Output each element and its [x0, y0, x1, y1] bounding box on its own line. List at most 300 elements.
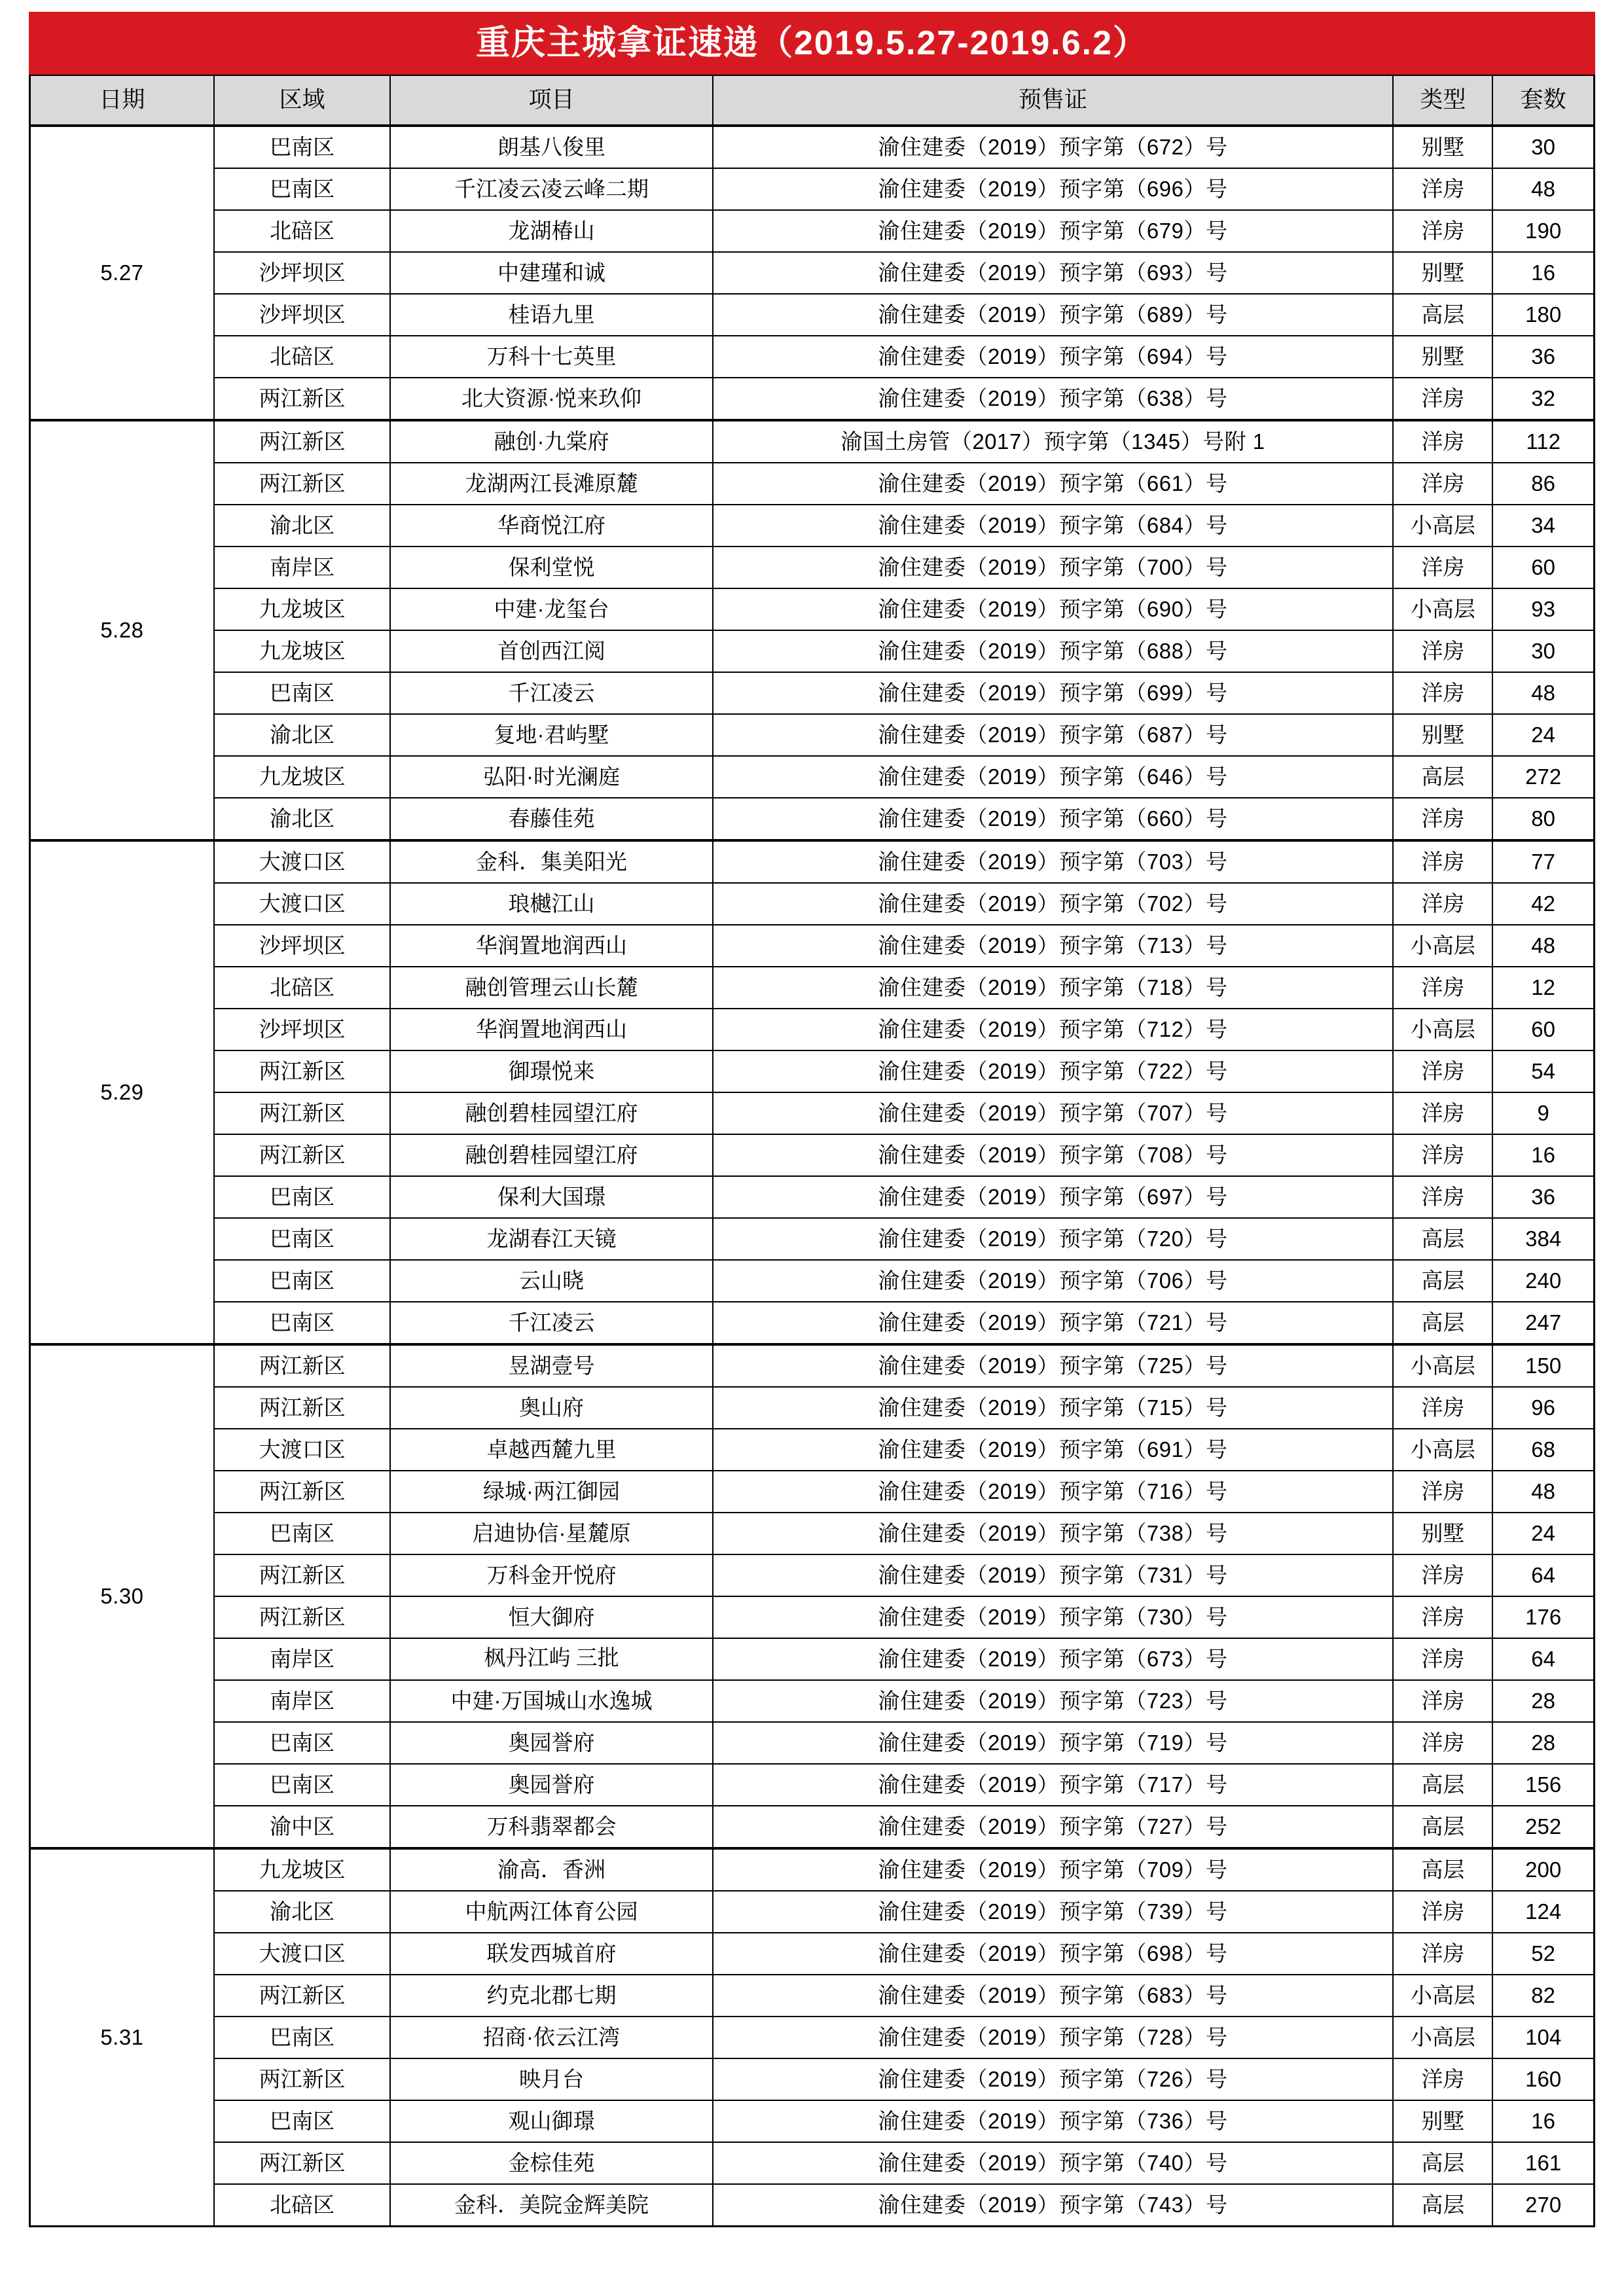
project-cell: 千江凌云 [390, 672, 712, 714]
project-cell: 万科十七英里 [390, 336, 712, 378]
certificate-cell: 渝住建委（2019）预字第（694）号 [713, 336, 1394, 378]
type-cell: 小高层 [1393, 2017, 1492, 2058]
area-cell: 大渡口区 [214, 840, 391, 883]
type-cell: 高层 [1393, 1764, 1492, 1806]
type-cell: 高层 [1393, 2142, 1492, 2184]
table-row [30, 714, 1595, 756]
count-cell: 16 [1492, 2100, 1594, 2142]
area-cell: 沙坪坝区 [214, 925, 391, 967]
type-cell: 高层 [1393, 1848, 1492, 1891]
certificate-cell: 渝住建委（2019）预字第（727）号 [713, 1806, 1394, 1848]
project-cell: 金科．美院金辉美院 [390, 2184, 712, 2227]
certificate-cell: 渝住建委（2019）预字第（721）号 [713, 1302, 1394, 1344]
count-cell: 190 [1492, 210, 1594, 252]
count-cell: 9 [1492, 1092, 1594, 1134]
type-cell: 洋房 [1393, 1134, 1492, 1176]
table-row [30, 1344, 1595, 1387]
certificate-cell: 渝住建委（2019）预字第（728）号 [713, 2017, 1394, 2058]
count-cell: 384 [1492, 1218, 1594, 1260]
table-row [30, 168, 1595, 210]
table-row [30, 1680, 1595, 1722]
table-row [30, 1975, 1595, 2017]
count-cell: 112 [1492, 420, 1594, 463]
area-cell: 大渡口区 [214, 1429, 391, 1471]
table-row [30, 1302, 1595, 1344]
count-cell: 150 [1492, 1344, 1594, 1387]
area-cell: 两江新区 [214, 463, 391, 505]
project-cell: 华商悦江府 [390, 505, 712, 547]
type-cell: 洋房 [1393, 1471, 1492, 1513]
certificate-cell: 渝住建委（2019）预字第（743）号 [713, 2184, 1394, 2227]
project-cell: 朗基八俊里 [390, 126, 712, 168]
count-cell: 96 [1492, 1387, 1594, 1429]
table-row [30, 1009, 1595, 1050]
table-row [30, 2184, 1595, 2227]
certificate-cell: 渝住建委（2019）预字第（660）号 [713, 798, 1394, 840]
table-row [30, 798, 1595, 840]
project-cell: 中建·万国城山水逸城 [390, 1680, 712, 1722]
type-cell: 洋房 [1393, 630, 1492, 672]
count-cell: 124 [1492, 1891, 1594, 1933]
column-header-cert: 预售证 [713, 75, 1394, 126]
project-cell: 弘阳·时光澜庭 [390, 756, 712, 798]
certificate-cell: 渝住建委（2019）预字第（673）号 [713, 1638, 1394, 1680]
column-header-type: 类型 [1393, 75, 1492, 126]
count-cell: 161 [1492, 2142, 1594, 2184]
count-cell: 180 [1492, 294, 1594, 336]
certificate-cell: 渝住建委（2019）预字第（702）号 [713, 883, 1394, 925]
count-cell: 272 [1492, 756, 1594, 798]
type-cell: 小高层 [1393, 925, 1492, 967]
type-cell: 洋房 [1393, 1387, 1492, 1429]
table-header [30, 75, 1595, 126]
area-cell: 渝北区 [214, 798, 391, 840]
certificate-cell: 渝住建委（2019）预字第（736）号 [713, 2100, 1394, 2142]
area-cell: 渝中区 [214, 1806, 391, 1848]
certificate-cell: 渝住建委（2019）预字第（683）号 [713, 1975, 1394, 2017]
area-cell: 两江新区 [214, 1554, 391, 1596]
count-cell: 48 [1492, 1471, 1594, 1513]
certificate-cell: 渝住建委（2019）预字第（712）号 [713, 1009, 1394, 1050]
count-cell: 16 [1492, 252, 1594, 294]
type-cell: 洋房 [1393, 1596, 1492, 1638]
date-group-cell: 5.30 [30, 1344, 214, 1848]
area-cell: 两江新区 [214, 2142, 391, 2184]
type-cell: 洋房 [1393, 840, 1492, 883]
table-row [30, 1933, 1595, 1975]
table-row [30, 1848, 1595, 1891]
area-cell: 北碚区 [214, 210, 391, 252]
certificate-cell: 渝住建委（2019）预字第（730）号 [713, 1596, 1394, 1638]
certificate-cell: 渝住建委（2019）预字第（713）号 [713, 925, 1394, 967]
count-cell: 52 [1492, 1933, 1594, 1975]
certificate-cell: 渝住建委（2019）预字第（638）号 [713, 378, 1394, 420]
count-cell: 42 [1492, 883, 1594, 925]
count-cell: 240 [1492, 1260, 1594, 1302]
table-body [30, 126, 1595, 2227]
title-banner [29, 12, 1595, 75]
table-row [30, 2142, 1595, 2184]
certificate-cell: 渝住建委（2019）预字第（691）号 [713, 1429, 1394, 1471]
column-header-count: 套数 [1492, 75, 1594, 126]
table-row [30, 1387, 1595, 1429]
project-cell: 华润置地润西山 [390, 1009, 712, 1050]
column-header-area: 区域 [214, 75, 391, 126]
area-cell: 两江新区 [214, 2058, 391, 2100]
project-cell: 融创·九棠府 [390, 420, 712, 463]
type-cell: 高层 [1393, 756, 1492, 798]
type-cell: 小高层 [1393, 1975, 1492, 2017]
count-cell: 93 [1492, 588, 1594, 630]
project-cell: 绿城·两江御园 [390, 1471, 712, 1513]
area-cell: 两江新区 [214, 1596, 391, 1638]
table-row [30, 1471, 1595, 1513]
table-row [30, 756, 1595, 798]
project-cell: 融创碧桂园望江府 [390, 1134, 712, 1176]
count-cell: 156 [1492, 1764, 1594, 1806]
area-cell: 巴南区 [214, 672, 391, 714]
table-row [30, 588, 1595, 630]
table-row [30, 1764, 1595, 1806]
type-cell: 洋房 [1393, 547, 1492, 588]
type-cell: 洋房 [1393, 1680, 1492, 1722]
type-cell: 洋房 [1393, 420, 1492, 463]
area-cell: 两江新区 [214, 420, 391, 463]
count-cell: 270 [1492, 2184, 1594, 2227]
count-cell: 48 [1492, 168, 1594, 210]
certificate-cell: 渝住建委（2019）预字第（722）号 [713, 1050, 1394, 1092]
project-cell: 奥园誉府 [390, 1722, 712, 1764]
count-cell: 24 [1492, 1513, 1594, 1554]
type-cell: 洋房 [1393, 378, 1492, 420]
project-cell: 映月台 [390, 2058, 712, 2100]
certificate-cell: 渝住建委（2019）预字第（690）号 [713, 588, 1394, 630]
table-row [30, 252, 1595, 294]
type-cell: 洋房 [1393, 1638, 1492, 1680]
certificate-cell: 渝住建委（2019）预字第（706）号 [713, 1260, 1394, 1302]
area-cell: 渝北区 [214, 505, 391, 547]
count-cell: 68 [1492, 1429, 1594, 1471]
project-cell: 保利堂悦 [390, 547, 712, 588]
project-cell: 保利大国璟 [390, 1176, 712, 1218]
project-cell: 中航两江体育公园 [390, 1891, 712, 1933]
certificate-cell: 渝住建委（2019）预字第（693）号 [713, 252, 1394, 294]
project-cell: 千江凌云凌云峰二期 [390, 168, 712, 210]
area-cell: 巴南区 [214, 126, 391, 168]
certificate-cell: 渝住建委（2019）预字第（726）号 [713, 2058, 1394, 2100]
area-cell: 巴南区 [214, 1764, 391, 1806]
type-cell: 高层 [1393, 1218, 1492, 1260]
project-cell: 昱湖壹号 [390, 1344, 712, 1387]
table-row [30, 2100, 1595, 2142]
project-cell: 华润置地润西山 [390, 925, 712, 967]
project-cell: 桂语九里 [390, 294, 712, 336]
date-group-cell: 5.31 [30, 1848, 214, 2227]
certificate-cell: 渝住建委（2019）预字第（684）号 [713, 505, 1394, 547]
presale-certificate-table [29, 75, 1595, 2227]
certificate-cell: 渝住建委（2019）预字第（723）号 [713, 1680, 1394, 1722]
certificate-cell: 渝住建委（2019）预字第（696）号 [713, 168, 1394, 210]
count-cell: 60 [1492, 1009, 1594, 1050]
table-row [30, 1513, 1595, 1554]
area-cell: 两江新区 [214, 378, 391, 420]
area-cell: 巴南区 [214, 1176, 391, 1218]
table-row [30, 1092, 1595, 1134]
area-cell: 南岸区 [214, 547, 391, 588]
project-cell: 春藤佳苑 [390, 798, 712, 840]
table-row [30, 547, 1595, 588]
type-cell: 洋房 [1393, 883, 1492, 925]
certificate-cell: 渝住建委（2019）预字第（699）号 [713, 672, 1394, 714]
project-cell: 启迪协信·星麓原 [390, 1513, 712, 1554]
certificate-cell: 渝住建委（2019）预字第（719）号 [713, 1722, 1394, 1764]
area-cell: 巴南区 [214, 1722, 391, 1764]
count-cell: 16 [1492, 1134, 1594, 1176]
table-row [30, 672, 1595, 714]
table-row [30, 840, 1595, 883]
project-cell: 金科．集美阳光 [390, 840, 712, 883]
type-cell: 高层 [1393, 1260, 1492, 1302]
type-cell: 小高层 [1393, 505, 1492, 547]
column-header-project: 项目 [390, 75, 712, 126]
count-cell: 32 [1492, 378, 1594, 420]
certificate-cell: 渝住建委（2019）预字第（708）号 [713, 1134, 1394, 1176]
project-cell: 龙湖两江長滩原麓 [390, 463, 712, 505]
project-cell: 约克北郡七期 [390, 1975, 712, 2017]
count-cell: 54 [1492, 1050, 1594, 1092]
project-cell: 首创西江阅 [390, 630, 712, 672]
table-row [30, 420, 1595, 463]
certificate-cell: 渝住建委（2019）预字第（715）号 [713, 1387, 1394, 1429]
table-row [30, 1176, 1595, 1218]
table-row [30, 1429, 1595, 1471]
table-row [30, 463, 1595, 505]
area-cell: 巴南区 [214, 1513, 391, 1554]
column-header-date: 日期 [30, 75, 214, 126]
project-cell: 奥山府 [390, 1387, 712, 1429]
project-cell: 御璟悦来 [390, 1050, 712, 1092]
area-cell: 大渡口区 [214, 883, 391, 925]
type-cell: 洋房 [1393, 1050, 1492, 1092]
type-cell: 别墅 [1393, 1513, 1492, 1554]
count-cell: 77 [1492, 840, 1594, 883]
area-cell: 沙坪坝区 [214, 1009, 391, 1050]
table-row [30, 883, 1595, 925]
project-cell: 万科翡翠都会 [390, 1806, 712, 1848]
certificate-cell: 渝住建委（2019）预字第（646）号 [713, 756, 1394, 798]
project-cell: 万科金开悦府 [390, 1554, 712, 1596]
count-cell: 48 [1492, 672, 1594, 714]
table-row [30, 1596, 1595, 1638]
certificate-cell: 渝住建委（2019）预字第（717）号 [713, 1764, 1394, 1806]
count-cell: 28 [1492, 1722, 1594, 1764]
count-cell: 28 [1492, 1680, 1594, 1722]
table-row [30, 1722, 1595, 1764]
area-cell: 九龙坡区 [214, 1848, 391, 1891]
project-cell: 复地·君屿墅 [390, 714, 712, 756]
table-row [30, 336, 1595, 378]
area-cell: 巴南区 [214, 2100, 391, 2142]
area-cell: 巴南区 [214, 1260, 391, 1302]
area-cell: 南岸区 [214, 1638, 391, 1680]
area-cell: 巴南区 [214, 1218, 391, 1260]
count-cell: 64 [1492, 1554, 1594, 1596]
count-cell: 252 [1492, 1806, 1594, 1848]
date-group-cell: 5.28 [30, 420, 214, 840]
type-cell: 别墅 [1393, 126, 1492, 168]
count-cell: 60 [1492, 547, 1594, 588]
project-cell: 北大资源·悦来玖仰 [390, 378, 712, 420]
certificate-cell: 渝国土房管（2017）预字第（1345）号附 1 [713, 420, 1394, 463]
table-row [30, 2058, 1595, 2100]
table-row [30, 294, 1595, 336]
project-cell: 金棕佳苑 [390, 2142, 712, 2184]
project-cell: 中建瑾和诚 [390, 252, 712, 294]
project-cell: 观山御璟 [390, 2100, 712, 2142]
type-cell: 别墅 [1393, 714, 1492, 756]
table-row [30, 1260, 1595, 1302]
area-cell: 沙坪坝区 [214, 252, 391, 294]
area-cell: 南岸区 [214, 1680, 391, 1722]
type-cell: 高层 [1393, 1302, 1492, 1344]
count-cell: 36 [1492, 1176, 1594, 1218]
table-row [30, 630, 1595, 672]
project-cell: 枫丹江屿 三批 [390, 1638, 712, 1680]
table-row [30, 2017, 1595, 2058]
area-cell: 九龙坡区 [214, 756, 391, 798]
type-cell: 洋房 [1393, 1554, 1492, 1596]
type-cell: 洋房 [1393, 1891, 1492, 1933]
project-cell: 千江凌云 [390, 1302, 712, 1344]
project-cell: 联发西城首府 [390, 1933, 712, 1975]
certificate-cell: 渝住建委（2019）预字第（725）号 [713, 1344, 1394, 1387]
table-row [30, 1638, 1595, 1680]
type-cell: 高层 [1393, 1806, 1492, 1848]
certificate-cell: 渝住建委（2019）预字第（687）号 [713, 714, 1394, 756]
type-cell: 小高层 [1393, 1344, 1492, 1387]
table-row [30, 1806, 1595, 1848]
area-cell: 沙坪坝区 [214, 294, 391, 336]
area-cell: 巴南区 [214, 1302, 391, 1344]
count-cell: 82 [1492, 1975, 1594, 2017]
count-cell: 86 [1492, 463, 1594, 505]
certificate-cell: 渝住建委（2019）预字第（672）号 [713, 126, 1394, 168]
type-cell: 洋房 [1393, 210, 1492, 252]
table-row [30, 1218, 1595, 1260]
date-group-cell: 5.27 [30, 126, 214, 420]
type-cell: 别墅 [1393, 2100, 1492, 2142]
type-cell: 洋房 [1393, 1722, 1492, 1764]
count-cell: 48 [1492, 925, 1594, 967]
count-cell: 200 [1492, 1848, 1594, 1891]
table-row [30, 126, 1595, 168]
area-cell: 北碚区 [214, 2184, 391, 2227]
table-row [30, 1050, 1595, 1092]
certificate-cell: 渝住建委（2019）预字第（709）号 [713, 1848, 1394, 1891]
type-cell: 小高层 [1393, 1009, 1492, 1050]
type-cell: 小高层 [1393, 1429, 1492, 1471]
area-cell: 北碚区 [214, 336, 391, 378]
project-cell: 奥园誉府 [390, 1764, 712, 1806]
type-cell: 高层 [1393, 294, 1492, 336]
area-cell: 两江新区 [214, 1975, 391, 2017]
count-cell: 34 [1492, 505, 1594, 547]
certificate-cell: 渝住建委（2019）预字第（700）号 [713, 547, 1394, 588]
table-row [30, 210, 1595, 252]
table-row [30, 967, 1595, 1009]
type-cell: 洋房 [1393, 672, 1492, 714]
count-cell: 80 [1492, 798, 1594, 840]
table-row [30, 1554, 1595, 1596]
table-row [30, 1891, 1595, 1933]
count-cell: 247 [1492, 1302, 1594, 1344]
area-cell: 九龙坡区 [214, 588, 391, 630]
project-cell: 中建·龙玺台 [390, 588, 712, 630]
project-cell: 龙湖椿山 [390, 210, 712, 252]
type-cell: 洋房 [1393, 1176, 1492, 1218]
area-cell: 两江新区 [214, 1050, 391, 1092]
area-cell: 渝北区 [214, 714, 391, 756]
page-title: 重庆主城拿证速递（2019.5.27-2019.6.2） [475, 24, 1149, 62]
area-cell: 大渡口区 [214, 1933, 391, 1975]
type-cell: 高层 [1393, 2184, 1492, 2227]
table-header-row [30, 75, 1595, 126]
certificate-cell: 渝住建委（2019）预字第（661）号 [713, 463, 1394, 505]
type-cell: 洋房 [1393, 2058, 1492, 2100]
area-cell: 两江新区 [214, 1344, 391, 1387]
table-row [30, 378, 1595, 420]
certificate-cell: 渝住建委（2019）预字第（689）号 [713, 294, 1394, 336]
count-cell: 30 [1492, 630, 1594, 672]
project-cell: 云山晓 [390, 1260, 712, 1302]
project-cell: 融创管理云山长麓 [390, 967, 712, 1009]
certificate-cell: 渝住建委（2019）预字第（739）号 [713, 1891, 1394, 1933]
certificate-cell: 渝住建委（2019）预字第（698）号 [713, 1933, 1394, 1975]
date-group-cell: 5.29 [30, 840, 214, 1344]
project-cell: 融创碧桂园望江府 [390, 1092, 712, 1134]
certificate-cell: 渝住建委（2019）预字第（679）号 [713, 210, 1394, 252]
area-cell: 两江新区 [214, 1134, 391, 1176]
area-cell: 两江新区 [214, 1387, 391, 1429]
type-cell: 洋房 [1393, 1092, 1492, 1134]
table-row [30, 505, 1595, 547]
project-cell: 卓越西麓九里 [390, 1429, 712, 1471]
project-cell: 招商·依云江湾 [390, 2017, 712, 2058]
type-cell: 洋房 [1393, 168, 1492, 210]
count-cell: 24 [1492, 714, 1594, 756]
certificate-cell: 渝住建委（2019）预字第（731）号 [713, 1554, 1394, 1596]
table-row [30, 925, 1595, 967]
certificate-cell: 渝住建委（2019）预字第（720）号 [713, 1218, 1394, 1260]
project-cell: 龙湖春江天镜 [390, 1218, 712, 1260]
project-cell: 渝高．香洲 [390, 1848, 712, 1891]
certificate-cell: 渝住建委（2019）预字第（688）号 [713, 630, 1394, 672]
certificate-cell: 渝住建委（2019）预字第（697）号 [713, 1176, 1394, 1218]
count-cell: 64 [1492, 1638, 1594, 1680]
type-cell: 洋房 [1393, 463, 1492, 505]
certificate-cell: 渝住建委（2019）预字第（716）号 [713, 1471, 1394, 1513]
type-cell: 别墅 [1393, 336, 1492, 378]
type-cell: 洋房 [1393, 1933, 1492, 1975]
area-cell: 巴南区 [214, 168, 391, 210]
count-cell: 36 [1492, 336, 1594, 378]
certificate-cell: 渝住建委（2019）预字第（738）号 [713, 1513, 1394, 1554]
count-cell: 104 [1492, 2017, 1594, 2058]
certificate-cell: 渝住建委（2019）预字第（718）号 [713, 967, 1394, 1009]
count-cell: 160 [1492, 2058, 1594, 2100]
type-cell: 洋房 [1393, 798, 1492, 840]
area-cell: 渝北区 [214, 1891, 391, 1933]
